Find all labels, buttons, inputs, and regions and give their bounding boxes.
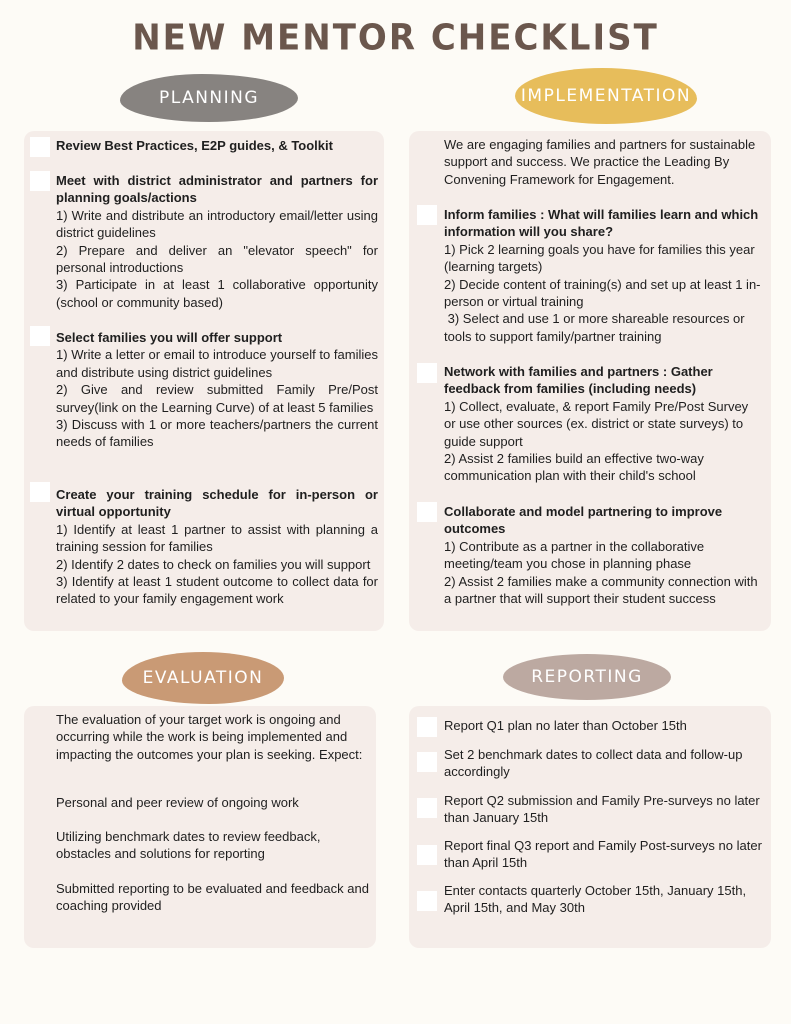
- implementation-item-1: Inform families : What will families learn and which information will you share? 1) Pick 2 learning goals you have for families this year (learning targets) 2) Decide content of training(s) and set up at least 1 in-person or virtual training 3) Select and use 1 or more shareable resources or tools to support family/partner training: [444, 207, 761, 344]
- planning-label: PLANNING: [120, 74, 298, 122]
- implementation-checkbox-2[interactable]: [417, 363, 437, 383]
- reporting-checkbox-5[interactable]: [417, 891, 437, 911]
- reporting-checkbox-3[interactable]: [417, 798, 437, 818]
- planning-checkbox-2[interactable]: [30, 171, 50, 191]
- implementation-intro: We are engaging families and partners for sustainable support and success. We practice the Leading By Convening Framework for Engagement.: [444, 137, 756, 187]
- planning-item-2: Meet with district administrator and partners for planning goals/actions 1) Write and distribute an introductory email/letter using district guidelines 2) Prepare and deliver an "elevator speech" for personal introductions 3) Participate in at least 1 collaborative opportunity (school or community based): [56, 173, 378, 310]
- reporting-checkbox-4[interactable]: [417, 845, 437, 865]
- planning-checkbox-4[interactable]: [30, 482, 50, 502]
- reporting-checkbox-2[interactable]: [417, 752, 437, 772]
- reporting-item-5: Enter contacts quarterly October 15th, January 15th, April 15th, and May 30th: [444, 883, 747, 916]
- implementation-label: IMPLEMENTATION: [515, 68, 697, 124]
- reporting-item-1: Report Q1 plan no later than October 15th: [444, 718, 687, 733]
- evaluation-paragraph-1: The evaluation of your target work is ongoing and occurring while the work is being implemented and impacting the outcomes your plan is seeking. Expect:: [56, 712, 363, 762]
- implementation-checkbox-3[interactable]: [417, 502, 437, 522]
- implementation-checkbox-1[interactable]: [417, 205, 437, 225]
- reporting-item-2: Set 2 benchmark dates to collect data and follow-up accordingly: [444, 747, 743, 780]
- reporting-label: REPORTING: [503, 654, 671, 700]
- evaluation-label: EVALUATION: [122, 652, 284, 704]
- planning-checkbox-3[interactable]: [30, 326, 50, 346]
- planning-checkbox-1[interactable]: [30, 137, 50, 157]
- evaluation-paragraph-4: Submitted reporting to be evaluated and feedback and coaching provided: [56, 881, 369, 914]
- evaluation-paragraph-3: Utilizing benchmark dates to review feedback, obstacles and solutions for reporting: [56, 829, 321, 862]
- reporting-item-4: Report final Q3 report and Family Post-surveys no later than April 15th: [444, 838, 762, 871]
- planning-item-3: Select families you will offer support 1) Write a letter or email to introduce yourself to families and distribute using district guidelines 2) Give and review submitted Family Pre/Post survey(link on the Learning Curve) of at least 5 families 3) Discuss with 1 or more teachers/partners the current needs of families: [56, 330, 378, 450]
- reporting-checkbox-1[interactable]: [417, 717, 437, 737]
- implementation-item-2: Network with families and partners : Gather feedback from families (including needs) 1) Collect, evaluate, & report Family Pre/Post Survey or use other sources (ex. district or state surveys) to guide support 2) Assist 2 families build an effective two-way communication plan with their child's school: [444, 364, 749, 484]
- planning-item-4: Create your training schedule for in-person or virtual opportunity 1) Identify at least 1 partner to assist with planning a training session for families 2) Identify 2 dates to check on families you will support 3) Identify at least 1 student outcome to collect data for related to your family engagement work: [56, 487, 378, 607]
- page-title: NEW MENTOR CHECKLIST: [132, 17, 659, 59]
- reporting-item-3: Report Q2 submission and Family Pre-surveys no later than January 15th: [444, 793, 760, 826]
- evaluation-paragraph-2: Personal and peer review of ongoing work: [56, 795, 299, 810]
- implementation-item-3: Collaborate and model partnering to improve outcomes 1) Contribute as a partner in the collaborative meeting/team you chose in planning phase 2) Assist 2 families make a community connection with a partner that will support their student success: [444, 504, 758, 607]
- planning-item-1: Review Best Practices, E2P guides, & Toolkit: [56, 138, 333, 153]
